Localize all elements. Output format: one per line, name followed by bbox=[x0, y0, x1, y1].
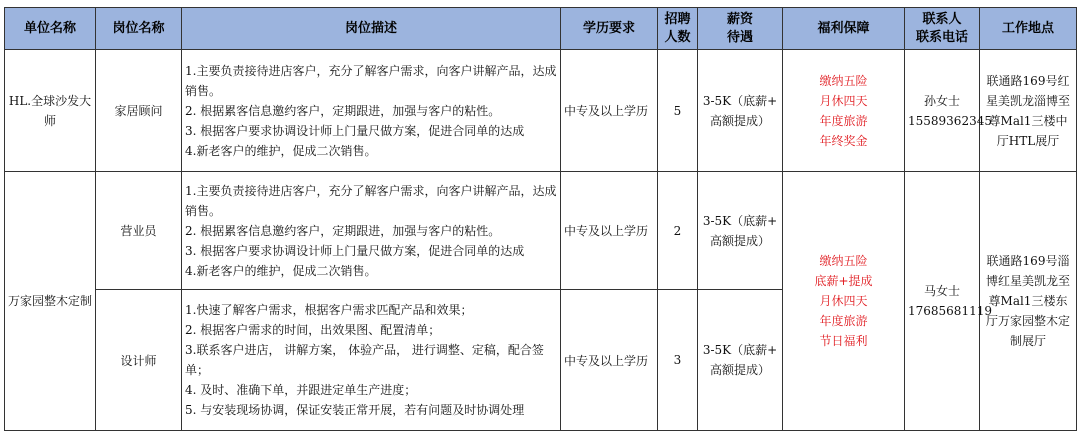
description-line: 4. 及时、准确下单，并跟进定单生产进度； bbox=[185, 383, 417, 397]
description-line: 4.新老客户的维护，促成二次销售。 bbox=[185, 143, 377, 158]
header-salary bbox=[698, 8, 783, 50]
benefit-item: 年度旅游 bbox=[819, 314, 868, 328]
unit-cell: 万家园整木定制 bbox=[5, 172, 96, 431]
header-contact-line1: 联系人 bbox=[922, 11, 962, 27]
header-row bbox=[5, 8, 1077, 50]
salary-line1: 3-5K（底薪+ bbox=[702, 93, 778, 108]
header-count-line2: 人数 bbox=[664, 29, 691, 45]
header-count bbox=[658, 8, 698, 50]
location-cell: 联通路169号淄博红星美凯龙至尊Mal1三楼东厅万家园整木定制展厅 bbox=[980, 172, 1077, 431]
header-salary-line1: 薪资 bbox=[726, 11, 753, 27]
salary-line2: 高额提成） bbox=[709, 113, 770, 128]
description-cell bbox=[182, 50, 561, 172]
count-cell: 2 bbox=[658, 172, 698, 290]
header-count-line1: 招聘 bbox=[664, 11, 691, 27]
description-cell bbox=[182, 290, 561, 431]
education-cell: 中专及以上学历 bbox=[561, 172, 658, 290]
header-contact-line2: 联系电话 bbox=[915, 29, 968, 45]
salary-cell bbox=[698, 50, 783, 172]
benefit-item: 年度旅游 bbox=[819, 113, 868, 128]
salary-line2: 高额提成） bbox=[709, 363, 770, 377]
position-cell: 营业员 bbox=[96, 172, 182, 290]
benefit-item: 月休四天 bbox=[819, 93, 868, 108]
description-line: 2. 根据累客信息邀约客户，定期跟进，加强与客户的粘性。 bbox=[185, 223, 501, 238]
contact-phone: 17685681119 bbox=[908, 304, 992, 318]
contact-phone: 15589362345 bbox=[908, 113, 992, 128]
benefit-item: 底薪+提成 bbox=[814, 274, 873, 288]
education-cell: 中专及以上学历 bbox=[561, 290, 658, 431]
salary-cell bbox=[698, 290, 783, 431]
count-cell: 5 bbox=[658, 50, 698, 172]
unit-cell: HL.全球沙发大师 bbox=[5, 50, 96, 172]
benefit-item: 节日福利 bbox=[819, 334, 868, 348]
count-cell: 3 bbox=[658, 290, 698, 431]
table-row bbox=[5, 50, 1077, 172]
description-line: 3. 根据客户要求协调设计师上门量尺做方案，促进合同单的达成 bbox=[185, 123, 525, 138]
benefit-item: 缴纳五险 bbox=[819, 73, 868, 88]
description-line: 1.快速了解客户需求，根据客户需求匹配产品和效果； bbox=[185, 303, 473, 317]
contact-cell bbox=[905, 50, 992, 172]
description-cell bbox=[182, 172, 561, 290]
contact-name: 孙女士 bbox=[923, 93, 960, 108]
header-education: 学历要求 bbox=[561, 8, 658, 50]
benefit-item: 年终奖金 bbox=[819, 133, 868, 148]
header-description: 岗位描述 bbox=[182, 8, 561, 50]
header-contact bbox=[905, 8, 980, 50]
position-cell: 设计师 bbox=[96, 290, 182, 431]
header-position: 岗位名称 bbox=[96, 8, 182, 50]
table-row bbox=[5, 172, 1077, 290]
header-location: 工作地点 bbox=[980, 8, 1077, 50]
description-line: 3.联系客户进店， 讲解方案， 体验产品， 进行调整、定稿，配合签单； bbox=[185, 343, 544, 377]
salary-line1: 3-5K（底薪+ bbox=[702, 343, 778, 357]
position-cell: 家居顾问 bbox=[96, 50, 182, 172]
benefits-cell bbox=[783, 50, 905, 172]
description-line: 2. 根据客户需求的时间，出效果图、配置清单； bbox=[185, 323, 441, 337]
header-unit: 单位名称 bbox=[5, 8, 96, 50]
description-line: 2. 根据累客信息邀约客户，定期跟进，加强与客户的粘性。 bbox=[185, 103, 501, 118]
salary-line2: 高额提成） bbox=[709, 233, 770, 248]
contact-cell bbox=[905, 172, 992, 431]
location-cell: 联通路169号红星美凯龙淄博至尊Mal1三楼中厅HTL展厅 bbox=[980, 50, 1077, 172]
contact-name: 马女士 bbox=[923, 284, 960, 298]
header-benefits: 福利保障 bbox=[783, 8, 905, 50]
description-line: 3. 根据客户要求协调设计师上门量尺做方案，促进合同单的达成 bbox=[185, 243, 525, 258]
description-line: 4.新老客户的维护，促成二次销售。 bbox=[185, 263, 377, 278]
description-line: 1.主要负责接待进店客户，充分了解客户需求，向客户讲解产品，达成销售。 bbox=[185, 63, 557, 98]
recruitment-table bbox=[4, 7, 1077, 431]
salary-cell bbox=[698, 172, 783, 290]
benefit-item: 月休四天 bbox=[819, 294, 868, 308]
benefits-cell bbox=[783, 172, 905, 431]
salary-line1: 3-5K（底薪+ bbox=[702, 213, 778, 228]
description-line: 1.主要负责接待进店客户，充分了解客户需求，向客户讲解产品，达成销售。 bbox=[185, 183, 557, 218]
education-cell: 中专及以上学历 bbox=[561, 50, 658, 172]
header-salary-line2: 待遇 bbox=[726, 29, 753, 45]
benefit-item: 缴纳五险 bbox=[819, 254, 868, 268]
description-line: 5. 与安装现场协调，保证安装正常开展，若有问题及时协调处理 bbox=[185, 403, 525, 417]
